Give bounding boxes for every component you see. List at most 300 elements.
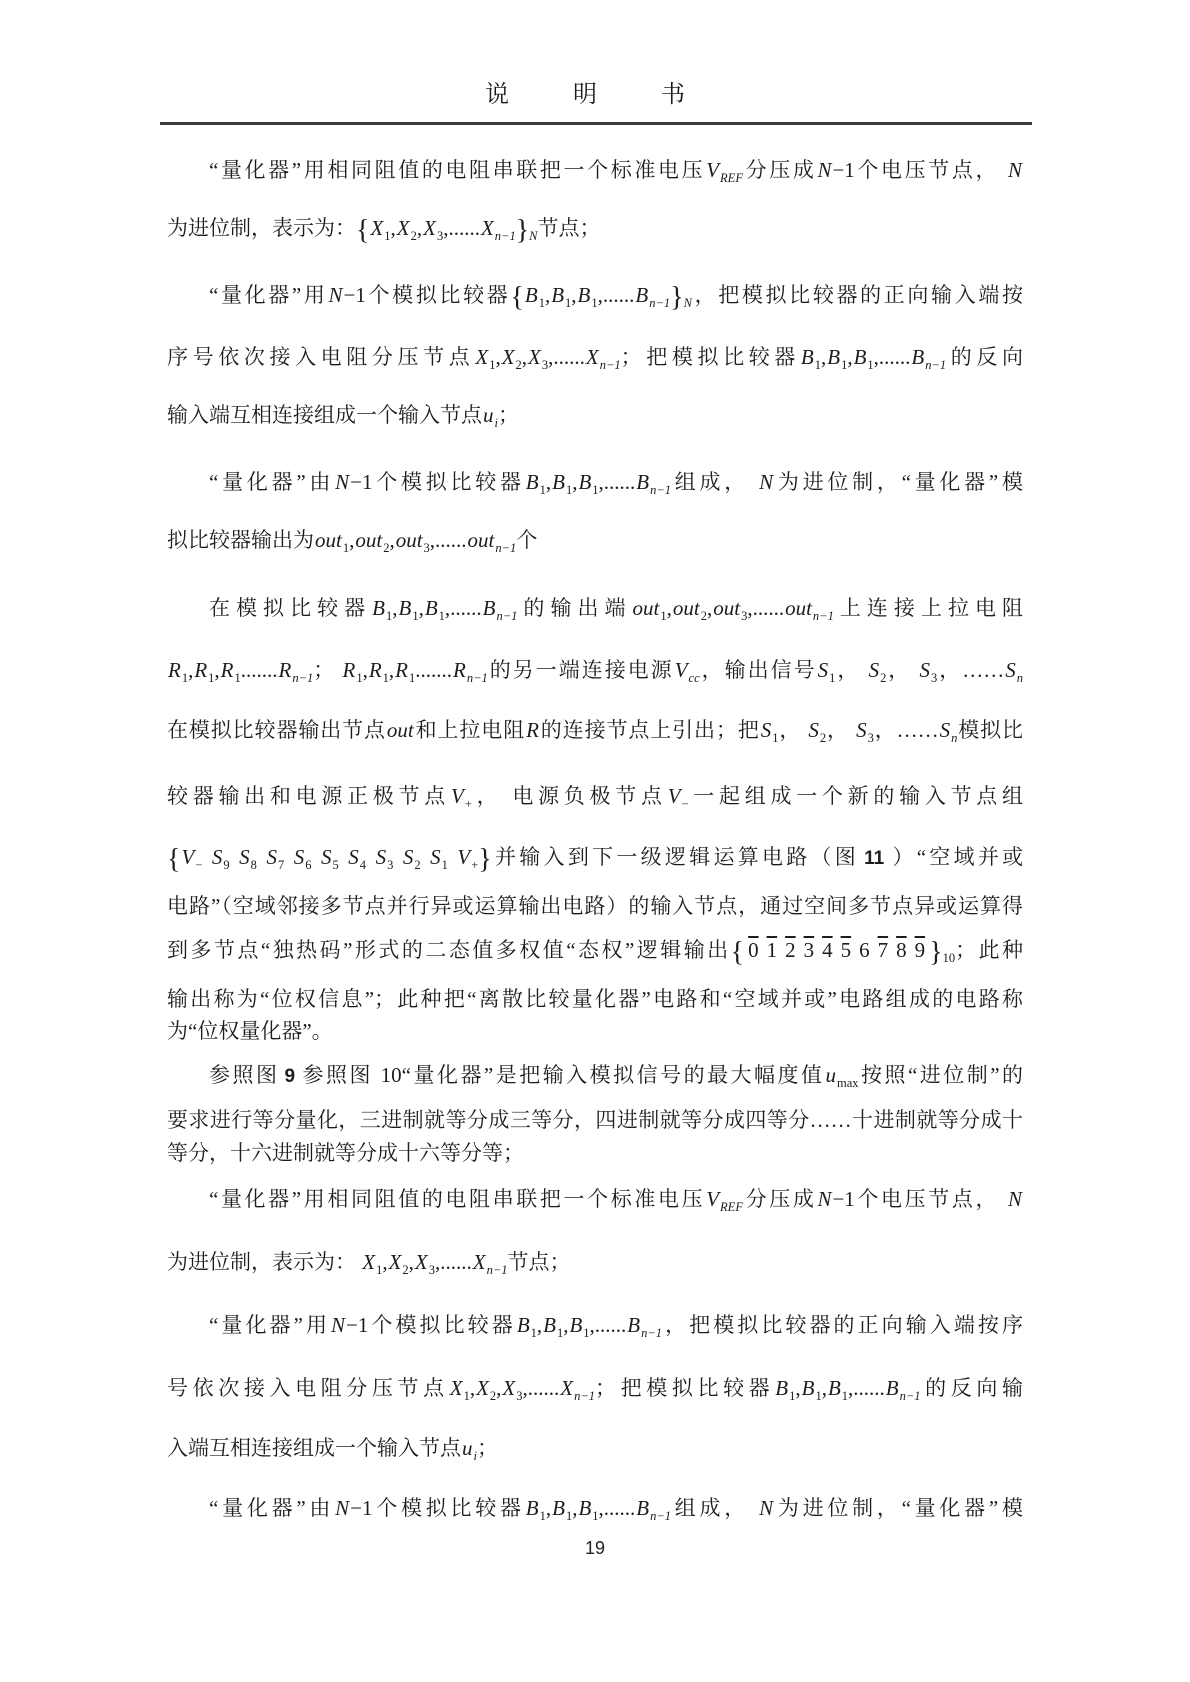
math-text xyxy=(393,845,402,869)
math-text xyxy=(311,845,320,869)
math-variable: out xyxy=(632,596,660,620)
text-line xyxy=(167,1373,1023,1411)
subscript: 9 xyxy=(223,858,230,872)
text-run: 要求进行等分量化，三进制就等分成三等分，四进制就等分成四等分……十进制就等分成十 xyxy=(167,1108,1023,1132)
text-run: 到多节点“独热码”形式的二态值多权值“态权”逻辑输出 xyxy=(167,938,731,962)
text-run: 为进位制，表示为： xyxy=(167,216,356,240)
text-run: 的另一端连接电源 xyxy=(487,658,674,682)
math-text: , xyxy=(521,345,528,369)
math-variable: out xyxy=(785,596,812,620)
math-variable: N xyxy=(817,158,832,182)
math-variable: X xyxy=(528,345,541,369)
text-run: ）“空域并或 xyxy=(889,845,1024,869)
subscript: − xyxy=(681,797,689,811)
text-run: “量化器”用 xyxy=(209,1313,331,1337)
math-text: −1 xyxy=(350,470,373,494)
text-run: 分压成 xyxy=(742,1187,817,1211)
math-variable: X xyxy=(560,1376,574,1400)
math-variable: S xyxy=(939,718,951,742)
subscript: n−1 xyxy=(649,296,671,310)
math-variable: X xyxy=(480,216,494,240)
subscript: n xyxy=(1016,671,1024,685)
text-run: ， xyxy=(886,658,912,682)
text-run: 为“位权量化器”。 xyxy=(167,1019,333,1043)
subscript: n−1 xyxy=(486,1263,508,1277)
math-variable: X xyxy=(396,216,410,240)
text-line xyxy=(167,1184,1023,1222)
math-variable: u xyxy=(462,1436,473,1460)
math-variable: X xyxy=(414,1250,428,1274)
text-line xyxy=(167,213,1023,251)
text-run: “量化器”由 xyxy=(209,470,335,494)
math-text: , xyxy=(821,345,827,369)
text-line xyxy=(167,655,1023,693)
math-variable: B xyxy=(372,596,385,620)
math-text: −1 xyxy=(350,1496,373,1520)
math-variable: B xyxy=(551,283,565,307)
text-run: 个模拟比较器 xyxy=(365,283,511,307)
text-line xyxy=(167,1433,1023,1471)
math-text: , xyxy=(392,596,398,620)
text-run: ，输出信号 xyxy=(699,658,817,682)
subscript: 7 xyxy=(277,858,285,872)
math-variable: V xyxy=(451,784,464,808)
math-variable: B xyxy=(800,345,814,369)
math-text: ...... xyxy=(553,345,585,369)
math-text: ....... xyxy=(415,658,452,682)
math-text: ...... xyxy=(752,596,785,620)
subscript: n−1 xyxy=(574,1389,595,1403)
math-text: , xyxy=(434,1250,441,1274)
subscript: 2 xyxy=(489,1389,497,1403)
math-variable: N xyxy=(328,283,343,307)
math-text xyxy=(999,158,1007,182)
math-variable: R xyxy=(395,658,408,682)
subscript: 2 xyxy=(414,858,421,872)
math-text: −1 xyxy=(832,1187,855,1211)
math-variable: N xyxy=(331,1313,346,1337)
subscript: 1 xyxy=(376,1263,383,1277)
subscript: 4 xyxy=(359,858,367,872)
subscript: 1 xyxy=(384,229,391,243)
math-text: , xyxy=(416,216,423,240)
subscript: i xyxy=(473,1449,477,1463)
math-variable: B xyxy=(885,1376,899,1400)
subscript: 3 xyxy=(516,1389,523,1403)
math-variable: B xyxy=(569,1313,583,1337)
math-text: ...... xyxy=(603,1496,636,1520)
math-text: , xyxy=(545,470,552,494)
subscript: 3 xyxy=(867,731,874,745)
math-variable: B xyxy=(827,345,841,369)
text-run: 个电压节点， xyxy=(854,1187,1000,1211)
math-text xyxy=(860,658,867,682)
subscript: 2 xyxy=(880,671,887,685)
text-line xyxy=(167,1310,1023,1348)
subscript: 6 xyxy=(305,858,312,872)
overlined-digit: 0 xyxy=(748,938,759,962)
text-run: 个模拟比较器 xyxy=(368,1313,516,1337)
subscript: 1 xyxy=(342,541,350,555)
math-variable: B xyxy=(524,283,538,307)
math-text: , xyxy=(597,283,603,307)
math-text: , xyxy=(666,596,672,620)
math-variable: B xyxy=(636,470,650,494)
subscript: 3 xyxy=(541,358,549,372)
subscript: n−1 xyxy=(466,671,488,685)
math-text: , xyxy=(390,216,396,240)
subscript: max xyxy=(836,1076,859,1090)
digit: 6 xyxy=(859,938,870,962)
text-run: ；把模拟比较器 xyxy=(595,1376,775,1400)
text-run: ，把模拟比较器的正向输入端按序 xyxy=(662,1313,1023,1337)
text-run: 输入端互相连接组成一个输入节点 xyxy=(167,403,482,427)
subscript: n−1 xyxy=(899,1389,921,1403)
math-text: ...... xyxy=(853,1376,885,1400)
text-run: 并输入到下一级逻辑运算电路（图 xyxy=(491,845,860,869)
subscript: 1 xyxy=(565,1509,573,1523)
math-text: , xyxy=(572,470,578,494)
math-text: , xyxy=(495,345,501,369)
subscript: 1 xyxy=(789,1389,796,1403)
math-variable: S xyxy=(402,845,414,869)
text-line xyxy=(167,593,1023,631)
subscript: 1 xyxy=(530,1326,537,1340)
math-variable: S xyxy=(430,845,441,869)
text-run: 为进位制，“量化器”模 xyxy=(774,1496,1023,1520)
math-text: , xyxy=(572,1496,578,1520)
subscript: 1 xyxy=(556,1326,564,1340)
document-title: 说 明 书 xyxy=(485,82,705,108)
text-run: 个模拟比较器 xyxy=(372,1496,525,1520)
math-text: , xyxy=(522,1376,528,1400)
subscript: 1 xyxy=(539,483,546,497)
math-variable: X xyxy=(476,1376,489,1400)
figure-number: 11 xyxy=(864,848,885,869)
text-run: 号依次接入电阻分压节点 xyxy=(167,1376,449,1400)
header-rule xyxy=(160,122,1032,125)
math-text: , xyxy=(536,1313,543,1337)
math-text: , xyxy=(418,596,424,620)
math-variable: B xyxy=(853,345,867,369)
subscript: 1 xyxy=(867,358,874,372)
math-variable: V xyxy=(674,658,688,682)
text-run: 分压成 xyxy=(742,158,817,182)
math-text: , xyxy=(848,1376,854,1400)
math-variable: X xyxy=(370,216,384,240)
subscript: 1 xyxy=(234,671,241,685)
text-line xyxy=(167,525,1023,563)
math-text: ...... xyxy=(603,470,636,494)
text-run: ， xyxy=(471,784,503,808)
math-variable: S xyxy=(321,845,332,869)
subscript: N xyxy=(683,296,692,310)
math-text: , xyxy=(589,1313,595,1337)
math-variable: N xyxy=(759,1496,774,1520)
math-text: , xyxy=(598,470,604,494)
subscript: n−1 xyxy=(650,1509,672,1523)
math-variable: N xyxy=(1008,1187,1023,1211)
math-variable: S xyxy=(817,658,829,682)
math-text: , xyxy=(847,345,853,369)
subscript: 2 xyxy=(819,731,827,745)
math-variable: B xyxy=(627,1313,641,1337)
text-run: ；把模拟比较器 xyxy=(620,345,800,369)
text-line xyxy=(167,1060,1023,1098)
math-variable: R xyxy=(526,718,539,742)
math-text: , xyxy=(388,658,395,682)
subscript: 3 xyxy=(436,229,444,243)
text-run: 较器输出和电源正极节点 xyxy=(167,784,450,808)
subscript: n xyxy=(951,731,958,745)
math-variable: S xyxy=(868,658,880,682)
text-run: 和上拉电阻 xyxy=(414,718,526,742)
math-variable: R xyxy=(342,658,356,682)
text-run: ， xyxy=(778,718,802,742)
subscript: 1 xyxy=(591,296,598,310)
subscript: 3 xyxy=(931,671,938,685)
subscript: REF xyxy=(720,1200,743,1214)
math-text: , xyxy=(349,528,355,552)
text-line xyxy=(167,842,1023,880)
subscript: 2 xyxy=(383,541,390,555)
subscript: 1 xyxy=(538,296,545,310)
text-line xyxy=(167,280,1023,318)
subscript: 1 xyxy=(382,671,389,685)
subscript: n−1 xyxy=(641,1326,663,1340)
math-text xyxy=(366,845,375,869)
math-variable: X xyxy=(472,1250,486,1274)
brace: { xyxy=(167,844,181,875)
subscript: 8 xyxy=(250,858,257,872)
subscript: 1 xyxy=(463,1389,470,1403)
text-run: 上连接上拉电阻 xyxy=(833,596,1024,620)
overlined-digit: 5 xyxy=(840,938,852,962)
math-variable: R xyxy=(452,658,466,682)
text-line xyxy=(167,1138,1023,1168)
text-run: “量化器”用 xyxy=(209,283,328,307)
text-run: 节点； xyxy=(507,1250,571,1274)
math-variable: out xyxy=(386,718,414,742)
text-line xyxy=(167,984,1023,1014)
math-variable: V xyxy=(457,845,471,869)
text-run: 组成， xyxy=(671,470,750,494)
math-variable: S xyxy=(293,845,305,869)
text-run: 的反向输 xyxy=(920,1376,1024,1400)
text-line xyxy=(167,1493,1023,1531)
overlined-digit: 3 xyxy=(803,938,815,962)
subscript: 3 xyxy=(387,858,394,872)
math-variable: B xyxy=(552,470,565,494)
math-text: ...... xyxy=(448,216,480,240)
text-line xyxy=(167,155,1023,193)
math-text: , xyxy=(496,1376,502,1400)
subscript: 1 xyxy=(815,1389,822,1403)
subscript: + xyxy=(471,858,479,872)
math-variable: X xyxy=(449,1376,463,1400)
math-variable: R xyxy=(220,658,234,682)
math-text xyxy=(421,845,430,869)
math-variable: V xyxy=(706,1187,720,1211)
math-text: ...... xyxy=(440,1250,472,1274)
math-text xyxy=(749,470,758,494)
math-variable: B xyxy=(635,283,649,307)
math-text: , xyxy=(548,345,554,369)
text-run: 在模拟比较器 xyxy=(209,596,372,620)
math-variable: N xyxy=(759,470,774,494)
math-variable: R xyxy=(368,658,382,682)
math-variable: B xyxy=(525,470,539,494)
math-variable: out xyxy=(395,528,423,552)
text-run: 入端互相连接组成一个输入节点 xyxy=(167,1436,461,1460)
subscript: n−1 xyxy=(925,358,947,372)
math-variable: N xyxy=(335,1496,350,1520)
math-variable: B xyxy=(578,470,592,494)
math-variable: B xyxy=(525,1496,539,1520)
math-variable: B xyxy=(398,596,412,620)
overlined-digit: 7 xyxy=(877,938,889,962)
math-text: ...... xyxy=(435,528,467,552)
math-variable: B xyxy=(543,1313,556,1337)
math-text: ...... xyxy=(450,596,482,620)
subscript: 3 xyxy=(428,1263,435,1277)
math-variable: B xyxy=(552,1496,565,1520)
math-text xyxy=(230,845,239,869)
math-text: ....... xyxy=(240,658,278,682)
math-variable: X xyxy=(362,1250,376,1274)
text-run: “量化器”用相同阻值的电阻串联把一个标准电压 xyxy=(209,1187,706,1211)
text-run: 个模拟比较器 xyxy=(372,470,525,494)
subscript: 5 xyxy=(332,858,339,872)
math-variable: S xyxy=(919,658,931,682)
subscript: 2 xyxy=(402,1263,409,1277)
subscript: 2 xyxy=(410,229,417,243)
text-run: 的输出端 xyxy=(517,596,632,620)
subscript: 1 xyxy=(408,671,416,685)
subscript: n−1 xyxy=(650,483,672,497)
figure-number: 9 xyxy=(284,1066,296,1087)
math-text: , xyxy=(598,1496,604,1520)
subscript: 1 xyxy=(660,609,667,623)
math-text: , xyxy=(389,528,395,552)
text-line xyxy=(167,1105,1023,1135)
subscript: + xyxy=(464,797,472,811)
math-text: , xyxy=(873,345,879,369)
math-variable: S xyxy=(348,845,359,869)
text-run: 为进位制，表示为： xyxy=(167,1250,356,1274)
math-variable: V xyxy=(181,845,195,869)
math-variable: S xyxy=(375,845,387,869)
math-variable: N xyxy=(817,1187,832,1211)
math-text: , xyxy=(443,216,449,240)
math-variable: B xyxy=(516,1313,530,1337)
subscript: 1 xyxy=(489,358,496,372)
subscript: 1 xyxy=(814,358,821,372)
math-variable: R xyxy=(194,658,208,682)
text-run: ；此种 xyxy=(955,938,1024,962)
math-variable: S xyxy=(239,845,250,869)
math-text xyxy=(999,1187,1007,1211)
subscript: 1 xyxy=(841,358,848,372)
text-run: 输出称为“位权信息”；此种把“离散比较量化器”电路和“空域并或”电路组成的电路称 xyxy=(167,987,1023,1011)
math-variable: S xyxy=(760,718,772,742)
brace: { xyxy=(356,215,370,246)
math-text: −1 xyxy=(346,1313,369,1337)
math-text: , xyxy=(563,1313,569,1337)
math-text: ...... xyxy=(594,1313,627,1337)
text-line xyxy=(167,467,1023,505)
overlined-digit: 1 xyxy=(766,938,778,962)
subscript: 2 xyxy=(700,609,707,623)
math-variable: B xyxy=(482,596,496,620)
text-run: 的连接节点上引出；把 xyxy=(539,718,760,742)
math-text xyxy=(284,845,293,869)
subscript: n−1 xyxy=(494,229,516,243)
text-line xyxy=(167,781,1023,819)
subscript: 1 xyxy=(539,1509,546,1523)
math-variable: out xyxy=(467,528,495,552)
subscript: n−1 xyxy=(292,671,314,685)
math-variable: B xyxy=(578,1496,592,1520)
math-text xyxy=(502,784,512,808)
math-variable: B xyxy=(424,596,438,620)
math-text xyxy=(202,845,211,869)
subscript: 2 xyxy=(515,358,522,372)
math-variable: out xyxy=(713,596,741,620)
text-run: “量化器”用相同阻值的电阻串联把一个标准电压 xyxy=(209,158,706,182)
overlined-digit: 8 xyxy=(896,938,907,962)
math-variable: X xyxy=(475,345,489,369)
math-variable: S xyxy=(808,718,819,742)
text-line xyxy=(167,1247,1023,1285)
subscript: n−1 xyxy=(812,609,834,623)
math-variable: X xyxy=(502,1376,516,1400)
math-variable: B xyxy=(775,1376,789,1400)
text-run: 电路”（空域邻接多节点并行异或运算输出电路）的输入节点，通过空间多节点异或运算得 xyxy=(167,894,1023,918)
text-run: 的反向 xyxy=(946,345,1024,369)
math-variable: S xyxy=(1005,658,1016,682)
math-variable: V xyxy=(667,784,681,808)
subscript: i xyxy=(494,416,498,430)
math-text: , xyxy=(821,1376,827,1400)
math-variable: N xyxy=(1008,158,1023,182)
subscript: 1 xyxy=(841,1389,849,1403)
subscript: 1 xyxy=(565,483,573,497)
math-text: , xyxy=(544,283,551,307)
math-text: , xyxy=(444,596,451,620)
math-variable: X xyxy=(423,216,436,240)
math-text: , xyxy=(382,1250,388,1274)
math-variable: B xyxy=(577,283,591,307)
math-variable: S xyxy=(856,718,867,742)
text-run: ，…… xyxy=(873,718,939,742)
overlined-digit: 2 xyxy=(785,938,796,962)
text-run: 参照图 10“量化器”是把输入模拟信号的最大幅度值 xyxy=(300,1063,825,1087)
math-text xyxy=(339,845,348,869)
subscript: 3 xyxy=(423,541,430,555)
math-text: , xyxy=(545,1496,552,1520)
subscript: cc xyxy=(688,671,700,685)
math-text: , xyxy=(469,1376,476,1400)
math-text: −1 xyxy=(343,283,366,307)
math-text: , xyxy=(747,596,753,620)
text-run: 电源负极节点 xyxy=(512,784,667,808)
math-variable: B xyxy=(636,1496,650,1520)
text-run: 个 xyxy=(516,528,538,552)
text-line xyxy=(167,342,1023,380)
math-text: ...... xyxy=(878,345,911,369)
math-text: , xyxy=(795,1376,801,1400)
